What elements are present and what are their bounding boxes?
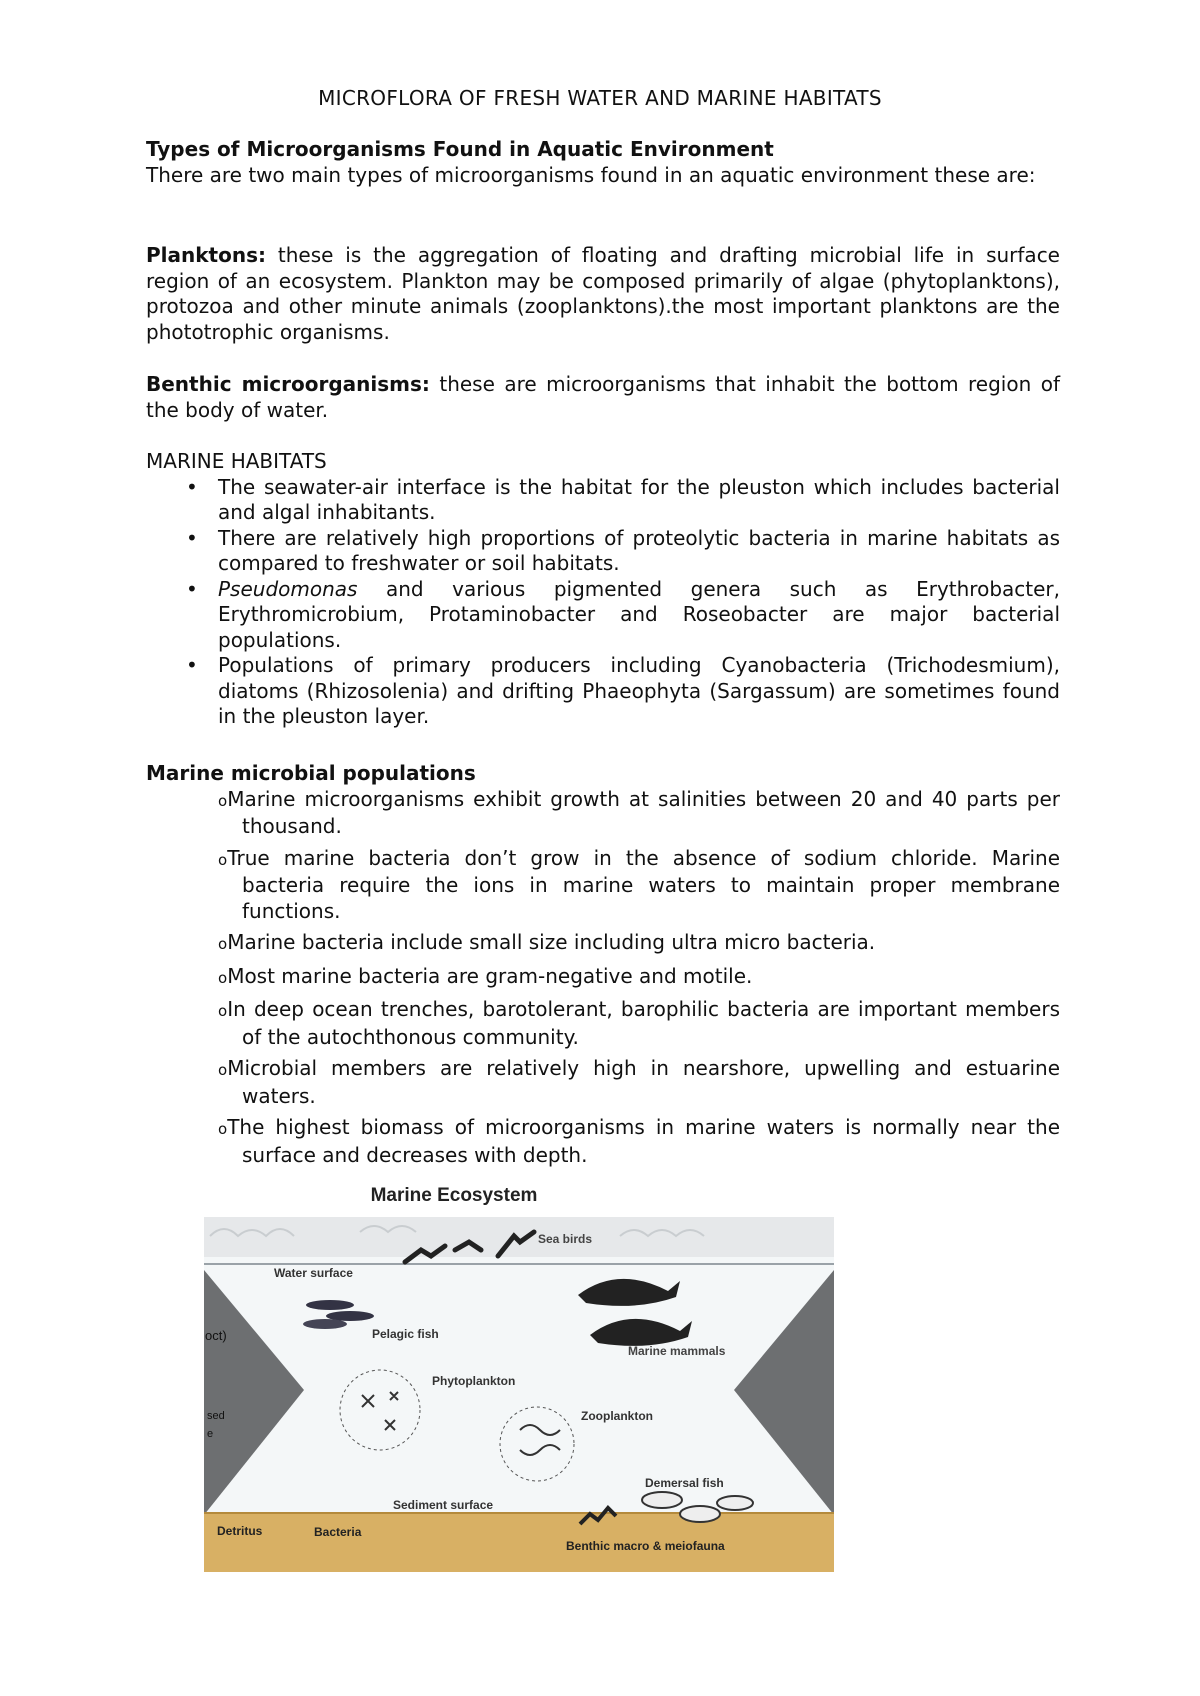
intro-paragraph: There are two main types of microorganisms found in an aquatic environment these are: xyxy=(146,162,1036,187)
list-item: oMarine bacteria include small size including ultra micro bacteria. xyxy=(218,930,876,954)
list-item: oThe highest biomass of microorganisms in marine waters is normally near the surface and decreases with depth. xyxy=(218,1115,1060,1167)
circle-bullet-icon: o xyxy=(218,1002,228,1020)
cut-label: oct) xyxy=(205,1328,227,1343)
label-bacteria: Bacteria xyxy=(314,1525,362,1539)
list-item: • There are relatively high proportions of proteolytic bacteria in marine habitats as compared to freshwater or soil habitats. xyxy=(186,525,1060,575)
list-item: • Populations of primary producers including Cyanobacteria (Trichodesmium), diatoms (Rhizosolenia) and drifting Phaeophyta (Sargassum) are sometimes found in the pleuston layer. xyxy=(186,653,1060,728)
list-item: oMarine microorganisms exhibit growth at salinities between 20 and 40 parts per thousand. xyxy=(218,786,1060,838)
bullet-icon: • xyxy=(186,653,198,677)
label-water-surface: Water surface xyxy=(274,1266,353,1280)
diagram-sky xyxy=(204,1217,834,1257)
genus-italic: Pseudomonas xyxy=(218,576,358,601)
circle-bullet-icon: o xyxy=(218,850,228,869)
circle-bullet-icon: o xyxy=(218,1120,228,1138)
circle-bullet-icon: o xyxy=(218,1061,228,1079)
circle-bullet-icon: o xyxy=(218,968,228,987)
bullet-icon: • xyxy=(186,474,198,499)
sediment-layer xyxy=(204,1513,834,1572)
cut-label: e xyxy=(207,1428,214,1440)
bullet-icon: • xyxy=(186,576,198,601)
label-demersal-fish: Demersal fish xyxy=(645,1476,724,1490)
label-marine-mammals: Marine mammals xyxy=(628,1344,726,1358)
circle-bullet-icon: o xyxy=(218,791,228,810)
cut-label: sed xyxy=(207,1410,225,1422)
page-title: MICROFLORA OF FRESH WATER AND MARINE HABITATS xyxy=(318,86,882,110)
label-sea-birds: Sea birds xyxy=(538,1232,593,1246)
list-item: oIn deep ocean trenches, barotolerant, barophilic bacteria are important members of the autochthonous community. xyxy=(218,997,1060,1049)
section-heading: Types of Microorganisms Found in Aquatic Environment xyxy=(146,137,774,161)
list-item: oTrue marine bacteria don’t grow in the absence of sodium chloride. Marine bacteria require the ions in marine waters to maintain proper membrane functions. xyxy=(218,845,1060,923)
label-phytoplankton: Phytoplankton xyxy=(432,1374,516,1388)
benthic-term: Benthic microorganisms: xyxy=(146,372,430,396)
label-detritus: Detritus xyxy=(217,1524,263,1538)
benthic-text: these are microorganisms that inhabit the bottom region of the body of water. xyxy=(146,372,1060,422)
populations-heading: Marine microbial populations xyxy=(146,761,476,785)
circle-bullet-icon: o xyxy=(218,935,228,953)
list-item: • Pseudomonas and various pigmented genera such as Erythrobacter, Erythromicrobium, Protaminobacter and Roseobacter are major bacterial populations. xyxy=(186,576,1060,652)
list-item: oMicrobial members are relatively high in nearshore, upwelling and estuarine waters. xyxy=(218,1056,1060,1108)
bullet-icon: • xyxy=(186,525,198,550)
plankton-term: Planktons: xyxy=(146,243,266,267)
list-item: oMost marine bacteria are gram-negative and motile. xyxy=(218,963,753,988)
label-zooplankton: Zooplankton xyxy=(581,1409,653,1423)
label-sediment-surface: Sediment surface xyxy=(393,1498,494,1512)
marine-habitats-heading: MARINE HABITATS xyxy=(146,449,327,473)
diagram-title: Marine Ecosystem xyxy=(370,1185,538,1206)
list-item: • The seawater-air interface is the habitat for the pleuston which includes bacterial and algal inhabitants. xyxy=(186,474,1060,524)
label-benthic: Benthic macro & meiofauna xyxy=(566,1539,725,1553)
plankton-text: these is the aggregation of floating and drafting microbial life in surface region of an ecosystem. Plankton may be composed primarily of algae (phytoplanktons), protozoa and other minute animals (zooplanktons).the most important planktons are the phototrophic organisms. xyxy=(146,243,1060,344)
label-pelagic-fish: Pelagic fish xyxy=(372,1327,439,1341)
